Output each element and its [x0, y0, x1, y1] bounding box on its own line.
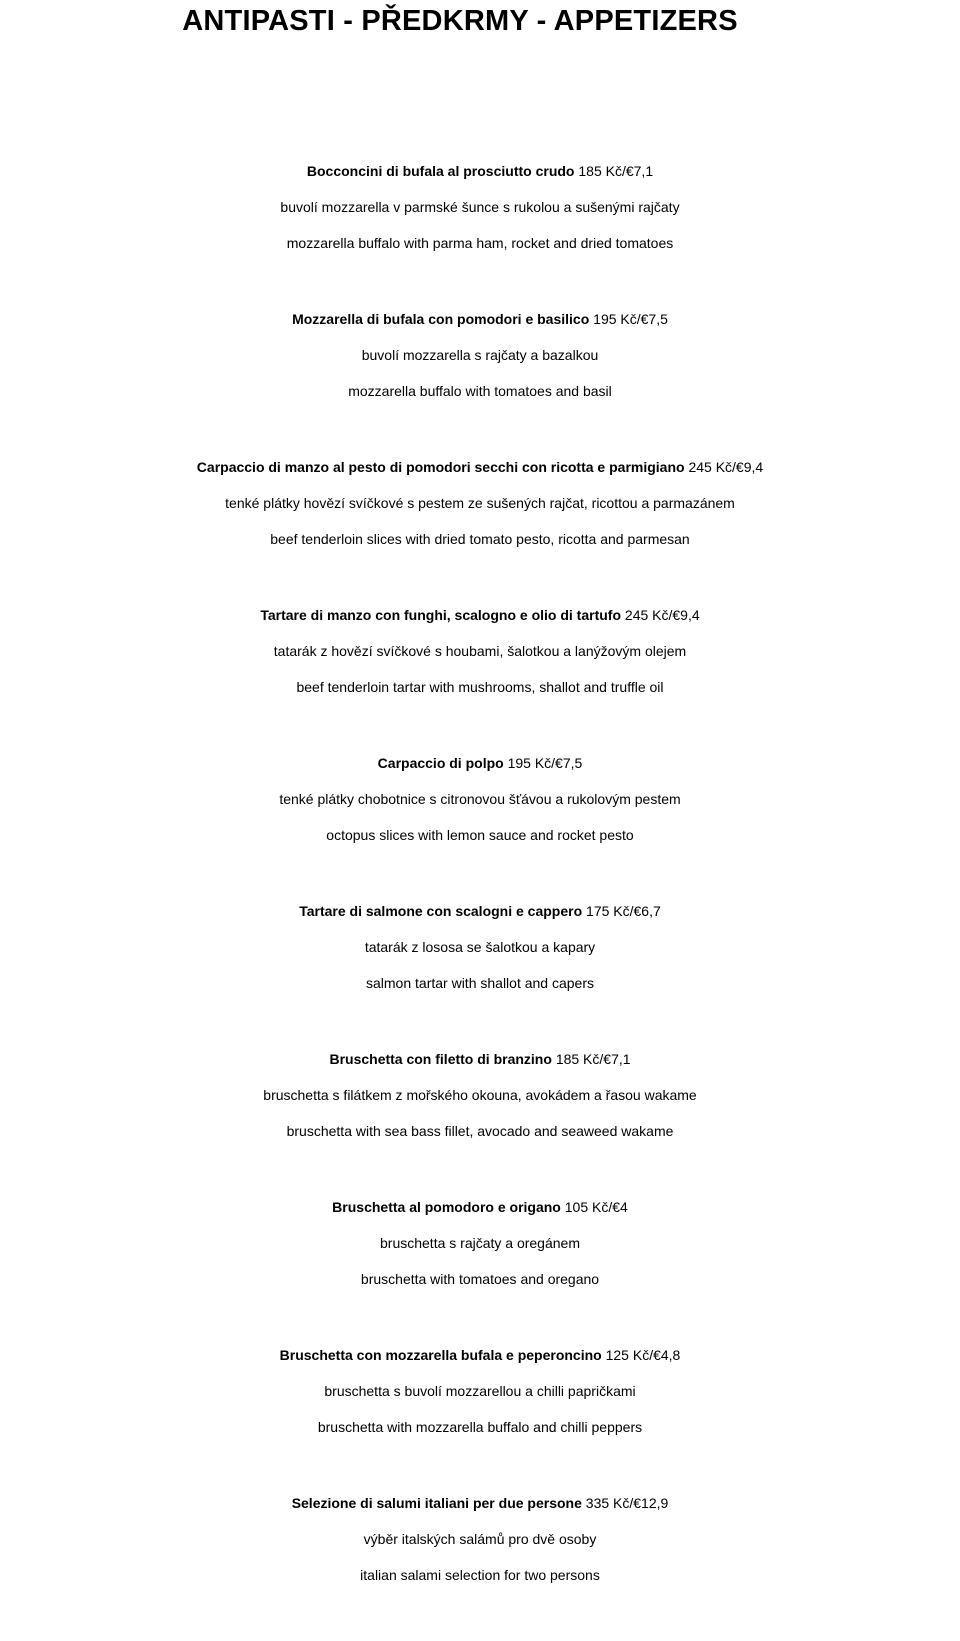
dish-description-czech: buvolí mozzarella s rajčaty a bazalkou — [361, 347, 599, 363]
dish-heading — [0, 893, 960, 929]
menu-item — [0, 1337, 960, 1485]
dish-price: 175 Kč/€6,7 — [586, 903, 661, 919]
dish-name: Carpaccio di polpo — [377, 755, 504, 771]
menu-item — [0, 597, 960, 745]
dish-price: 125 Kč/€4,8 — [605, 1347, 681, 1363]
dish-description-czech: bruschetta s filátkem z mořského okouna, avokádem a řasou wakame — [263, 1087, 697, 1103]
menu-item — [0, 1041, 960, 1189]
dish-description-english: octopus slices with lemon sauce and rocket pesto — [326, 827, 634, 843]
dish-description-english: bruschetta with sea bass fillet, avocado and seaweed wakame — [286, 1123, 674, 1139]
dish-price: 245 Kč/€9,4 — [624, 607, 700, 623]
menu-item — [0, 301, 960, 449]
dish-heading — [0, 301, 960, 337]
dish-heading — [0, 1337, 960, 1373]
dish-name: Bruschetta al pomodoro e origano — [332, 1199, 561, 1215]
menu-item — [0, 449, 960, 597]
menu-list — [0, 153, 960, 1633]
menu-item — [0, 153, 960, 301]
dish-description-czech: bruschetta s rajčaty a oregánem — [380, 1235, 580, 1251]
dish-description-english: italian salami selection for two persons — [360, 1567, 600, 1583]
dish-name: Selezione di salumi italiani per due persone — [291, 1495, 582, 1511]
menu-item — [0, 1485, 960, 1633]
dish-price: 335 Kč/€12,9 — [585, 1495, 669, 1511]
dish-price: 195 Kč/€7,5 — [593, 311, 668, 327]
dish-description-english: bruschetta with tomatoes and oregano — [360, 1271, 600, 1287]
dish-name: Tartare di manzo con funghi, scalogno e olio di tartufo — [260, 607, 622, 623]
dish-description-english: salmon tartar with shallot and capers — [366, 975, 594, 991]
dish-price: 185 Kč/€7,1 — [578, 163, 654, 179]
dish-price: 195 Kč/€7,5 — [507, 755, 583, 771]
menu-item — [0, 1189, 960, 1337]
menu-item — [0, 745, 960, 893]
dish-description-czech: buvolí mozzarella v parmské šunce s rukolou a sušenými rajčaty — [280, 199, 680, 215]
dish-description-english: mozzarella buffalo with tomatoes and basil — [348, 383, 612, 399]
dish-name: Carpaccio di manzo al pesto di pomodori secchi con ricotta e parmigiano — [196, 459, 685, 475]
dish-name: Bruschetta con mozzarella bufala e peperoncino — [279, 1347, 602, 1363]
dish-description-czech: tenké plátky chobotnice s citronovou šťávou a rukolovým pestem — [279, 791, 681, 807]
dish-heading — [0, 1041, 960, 1077]
dish-description-english: beef tenderloin tartar with mushrooms, shallot and truffle oil — [296, 679, 664, 695]
dish-heading — [0, 745, 960, 781]
dish-heading — [0, 597, 960, 633]
dish-name: Bruschetta con filetto di branzino — [329, 1051, 552, 1067]
menu-item — [0, 893, 960, 1041]
dish-name: Mozzarella di bufala con pomodori e basilico — [292, 311, 590, 327]
dish-name: Tartare di salmone con scalogni e cappero — [299, 903, 583, 919]
page-title-text: ANTIPASTI - PŘEDKRMY - APPETIZERS — [182, 5, 738, 37]
dish-description-english: bruschetta with mozzarella buffalo and chilli peppers — [317, 1419, 643, 1435]
dish-heading — [0, 1189, 960, 1225]
dish-heading — [0, 1485, 960, 1521]
dish-price: 245 Kč/€9,4 — [688, 459, 764, 475]
dish-description-czech: bruschetta s buvolí mozzarellou a chilli papričkami — [324, 1383, 636, 1399]
dish-price: 105 Kč/€4 — [564, 1199, 628, 1215]
dish-description-czech: tenké plátky hovězí svíčkové s pestem ze sušených rajčat, ricottou a parmazánem — [225, 495, 735, 511]
dish-heading — [0, 153, 960, 189]
dish-name: Bocconcini di bufala al prosciutto crudo — [306, 163, 575, 179]
dish-heading — [0, 449, 960, 485]
dish-price: 185 Kč/€7,1 — [555, 1051, 631, 1067]
dish-description-czech: tatarák z hovězí svíčkové s houbami, šalotkou a lanýžovým olejem — [273, 643, 687, 659]
dish-description-czech: tatarák z lososa se šalotkou a kapary — [364, 939, 596, 955]
dish-description-english: beef tenderloin slices with dried tomato pesto, ricotta and parmesan — [270, 531, 690, 547]
page-title — [0, 4, 960, 38]
dish-description-czech: výběr italských salámů pro dvě osoby — [363, 1531, 597, 1547]
dish-description-english: mozzarella buffalo with parma ham, rocket and dried tomatoes — [286, 235, 674, 251]
